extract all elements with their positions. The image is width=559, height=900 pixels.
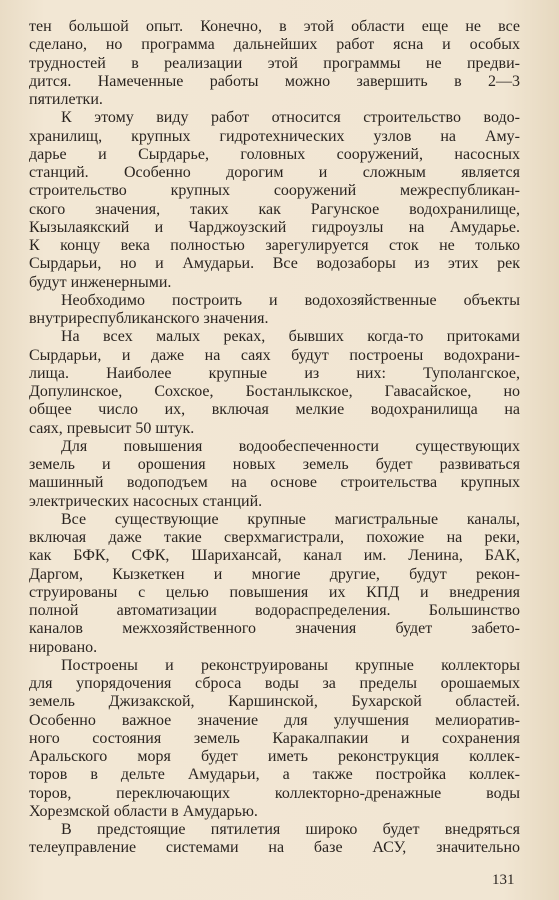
text-line: Допулинское, Сохское, Бостанлыкское, Гавасайское, но bbox=[29, 383, 520, 400]
text-line: торов, переключающих коллекторно-дренажные воды bbox=[29, 784, 520, 802]
text-line: земель и орошения новых земель будет развиваться bbox=[29, 456, 520, 473]
text-line: пятилетки. bbox=[29, 91, 103, 108]
text-line: станций. Особенно дорогим и сложным является bbox=[29, 164, 520, 181]
text-line: электрических насосных станций. bbox=[29, 492, 263, 510]
text-line: тен большой опыт. Конечно, в этой области еще не все bbox=[29, 18, 520, 35]
text-line: Построены и реконструированы крупные коллекторы bbox=[61, 656, 520, 674]
text-line: дится. Намеченные работы можно завершить в 2—3 bbox=[29, 72, 520, 90]
text-line: строительство крупных сооружений межреспубликан- bbox=[29, 182, 520, 200]
text-line: каналов межхозяйственного значения будет забето- bbox=[29, 620, 520, 638]
text-line: Сырдарьи, и даже на саях будут построены водохрани- bbox=[29, 346, 520, 364]
text-line: нировано. bbox=[29, 638, 98, 656]
page-number: 131 bbox=[492, 872, 515, 888]
text-line: Особенно важное значение для улучшения мелиоратив- bbox=[29, 711, 520, 729]
text-line: В предстоящие пятилетия широко будет внедряться bbox=[61, 821, 520, 838]
text-line: включая даже такие сверхмагистрали, похожие на реки, bbox=[29, 529, 520, 546]
text-line: Сырдарьи, но и Амударьи. Все водозаборы из этих рек bbox=[29, 255, 520, 273]
text-line: общее число их, включая мелкие водохранилища на bbox=[29, 401, 520, 419]
text-line: дарье и Сырдарье, головных сооружений, насосных bbox=[29, 145, 520, 163]
text-line: внутриреспубликанского значения. bbox=[29, 310, 269, 327]
text-line: полной автоматизации водораспределения. Большинство bbox=[29, 602, 520, 619]
text-line: саях, превысит 50 штук. bbox=[29, 419, 195, 437]
text-line: Хорезмской области в Амударью. bbox=[29, 802, 258, 820]
text-line: как БФК, СФК, Шарихансай, канал им. Ленина, БАК, bbox=[29, 547, 520, 565]
text-line: для упорядочения сброса воды за пределы орошаемых bbox=[29, 675, 520, 692]
text-line: На всех малых реках, бывших когда-то притоками bbox=[61, 328, 520, 346]
text-line: трудностей в реализации этой программы не предви- bbox=[29, 54, 520, 72]
text-line: Кызылаякский и Чарджоузский гидроузлы на Амударье. bbox=[29, 218, 520, 236]
text-line: ного состояния земель Каракалпакии и сохранения bbox=[29, 729, 520, 747]
text-line: струированы с целью повышения их КПД и внедрения bbox=[29, 583, 520, 601]
text-line: Для повышения водообеспеченности существующих bbox=[61, 437, 520, 455]
body-text bbox=[29, 18, 520, 858]
text-line: К этому виду работ относится строительство водо- bbox=[61, 109, 520, 127]
text-line: лища. Наиболее крупные из них: Туполангское, bbox=[29, 364, 520, 382]
text-line: Необходимо построить и водохозяйственные объекты bbox=[61, 291, 520, 309]
text-line: Все существующие крупные магистральные каналы, bbox=[61, 510, 520, 528]
text-line: хранилищ, крупных гидротехнических узлов на Аму- bbox=[29, 127, 520, 145]
text-line: ского значения, таких как Рагунское водохранилище, bbox=[29, 200, 520, 218]
text-line: торов в дельте Амударьи, а также постройка коллек- bbox=[29, 766, 520, 784]
text-line: машинный водоподъем на основе строительства крупных bbox=[29, 474, 520, 492]
text-line: Аральского моря будет иметь реконструкция коллек- bbox=[29, 748, 520, 765]
text-line: земель Джизакской, Каршинской, Бухарской областей. bbox=[29, 693, 520, 711]
text-line: Даргом, Кызкеткен и многие другие, будут рекон- bbox=[29, 565, 520, 583]
text-line: телеуправление системами на базе АСУ, значительно bbox=[29, 839, 520, 857]
text-line: будут инженерными. bbox=[29, 273, 172, 291]
text-line: К концу века полностью зарегулируется сток не только bbox=[29, 237, 520, 254]
text-line: сделано, но программа дальнейших работ ясна и особых bbox=[29, 36, 520, 54]
